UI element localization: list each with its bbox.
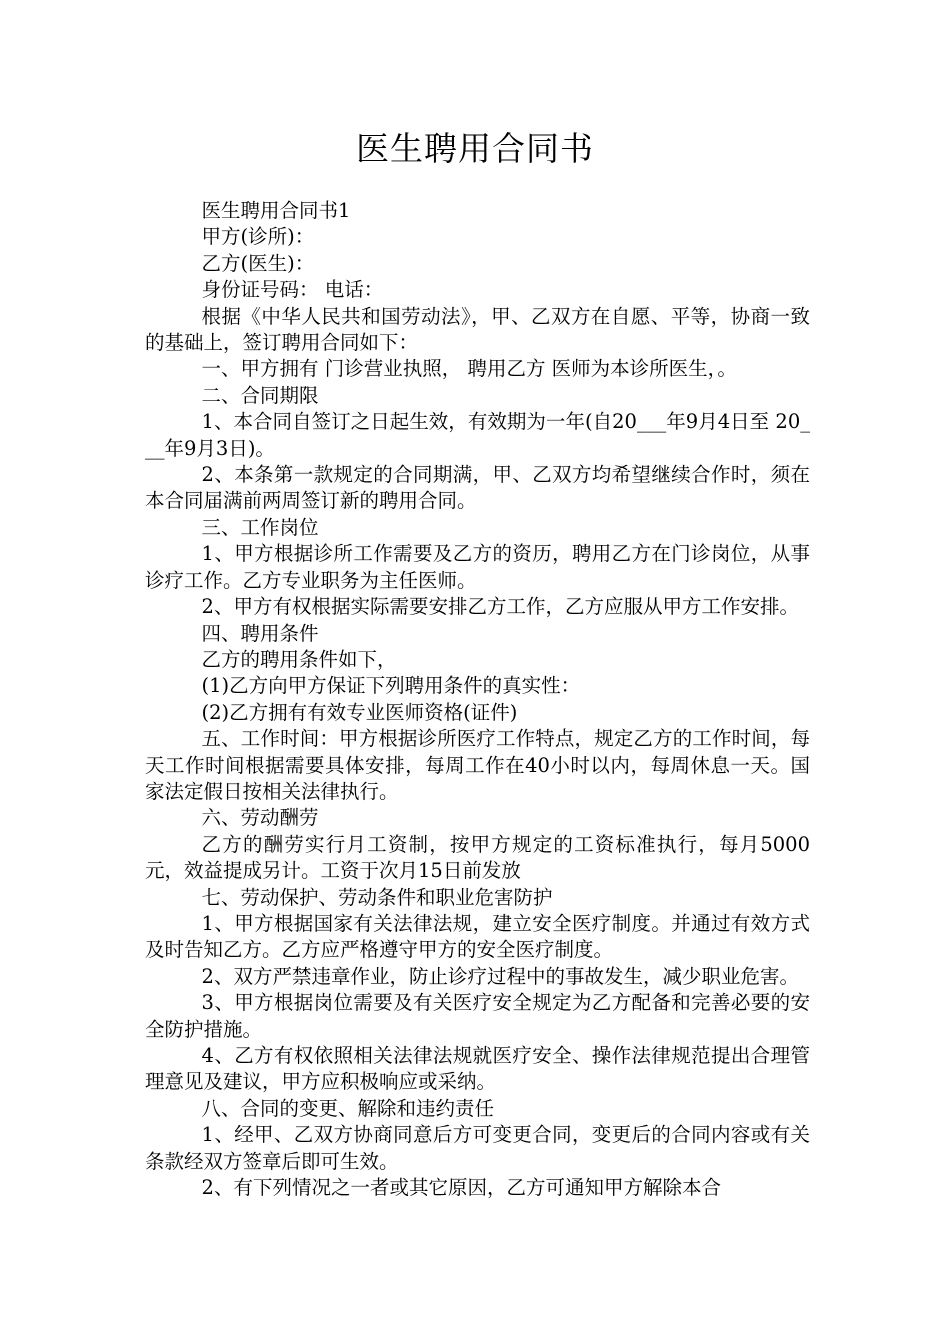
paragraph: 1、本合同自签订之日起生效，有效期为一年(自20___年9月4日至 20___年9月3日)。: [145, 410, 810, 460]
paragraph: 身份证号码： 电话：: [201, 278, 384, 302]
paragraph: (1)乙方向甲方保证下列聘用条件的真实性：: [201, 674, 581, 698]
paragraph: 1、甲方根据诊所工作需要及乙方的资历，聘用乙方在门诊岗位，从事诊疗工作。乙方专业职务为主任医师。: [145, 542, 810, 592]
document-body: [145, 198, 810, 1201]
paragraph: 1、甲方根据国家有关法律法规，建立安全医疗制度。并通过有效方式及时告知乙方。乙方应严格遵守甲方的安全医疗制度。: [145, 911, 810, 962]
document-title: 医生聘用合同书: [356, 129, 594, 168]
paragraph: 四、聘用条件: [201, 621, 319, 645]
paragraph: 2、双方严禁违章作业，防止诊疗过程中的事故发生，减少职业危害。: [201, 964, 799, 988]
paragraph: 八、合同的变更、解除和违约责任: [201, 1096, 495, 1120]
paragraph: 3、甲方根据岗位需要及有关医疗安全规定为乙方配备和完善必要的安全防护措施。: [145, 991, 810, 1041]
paragraph: 乙方(医生)：: [201, 251, 315, 275]
paragraph: 三、工作岗位: [201, 515, 319, 539]
paragraph: 4、乙方有权依照相关法律法规就医疗安全、操作法律规范提出合理管理意见及建议，甲方应积极响应或采纳。: [145, 1044, 810, 1094]
paragraph: 甲方(诊所)：: [201, 225, 315, 249]
paragraph: 七、劳动保护、劳动条件和职业危害防护: [201, 885, 553, 909]
paragraph: 乙方的酬劳实行月工资制，按甲方规定的工资标准执行，每月5000元，效益提成另计。工资于次月15日前发放: [145, 832, 810, 883]
paragraph: 六、劳动酬劳: [201, 806, 319, 830]
paragraph: 2、甲方有权根据实际需要安排乙方工作，乙方应服从甲方工作安排。: [201, 595, 799, 619]
paragraph: 1、经甲、乙双方协商同意后方可变更合同，变更后的合同内容或有关条款经双方签章后即可生效。: [145, 1123, 810, 1173]
paragraph: 五、工作时间：甲方根据诊所医疗工作特点，规定乙方的工作时间，每天工作时间根据需要具体安排，每周工作在40小时以内，每周休息一天。国家法定假日按相关法律执行。: [145, 727, 810, 803]
paragraph: 医生聘用合同书1: [201, 199, 351, 222]
paragraph: (2)乙方拥有有效专业医师资格(证件): [201, 700, 518, 724]
paragraph: 一、甲方拥有 门诊营业执照， 聘用乙方 医师为本诊所医生，。: [201, 357, 737, 381]
paragraph: 根据《中华人民共和国劳动法》，甲、乙双方在自愿、平等，协商一致的基础上，签订聘用合同如下：: [145, 304, 810, 355]
paragraph: 二、合同期限: [201, 383, 319, 407]
paragraph: 2、有下列情况之一者或其它原因，乙方可通知甲方解除本合: [201, 1176, 721, 1200]
paragraph: 2、本条第一款规定的合同期满，甲、乙双方均希望继续合作时，须在本合同届满前两周签订新的聘用合同。: [145, 463, 810, 513]
paragraph: 乙方的聘用条件如下，: [201, 647, 397, 671]
